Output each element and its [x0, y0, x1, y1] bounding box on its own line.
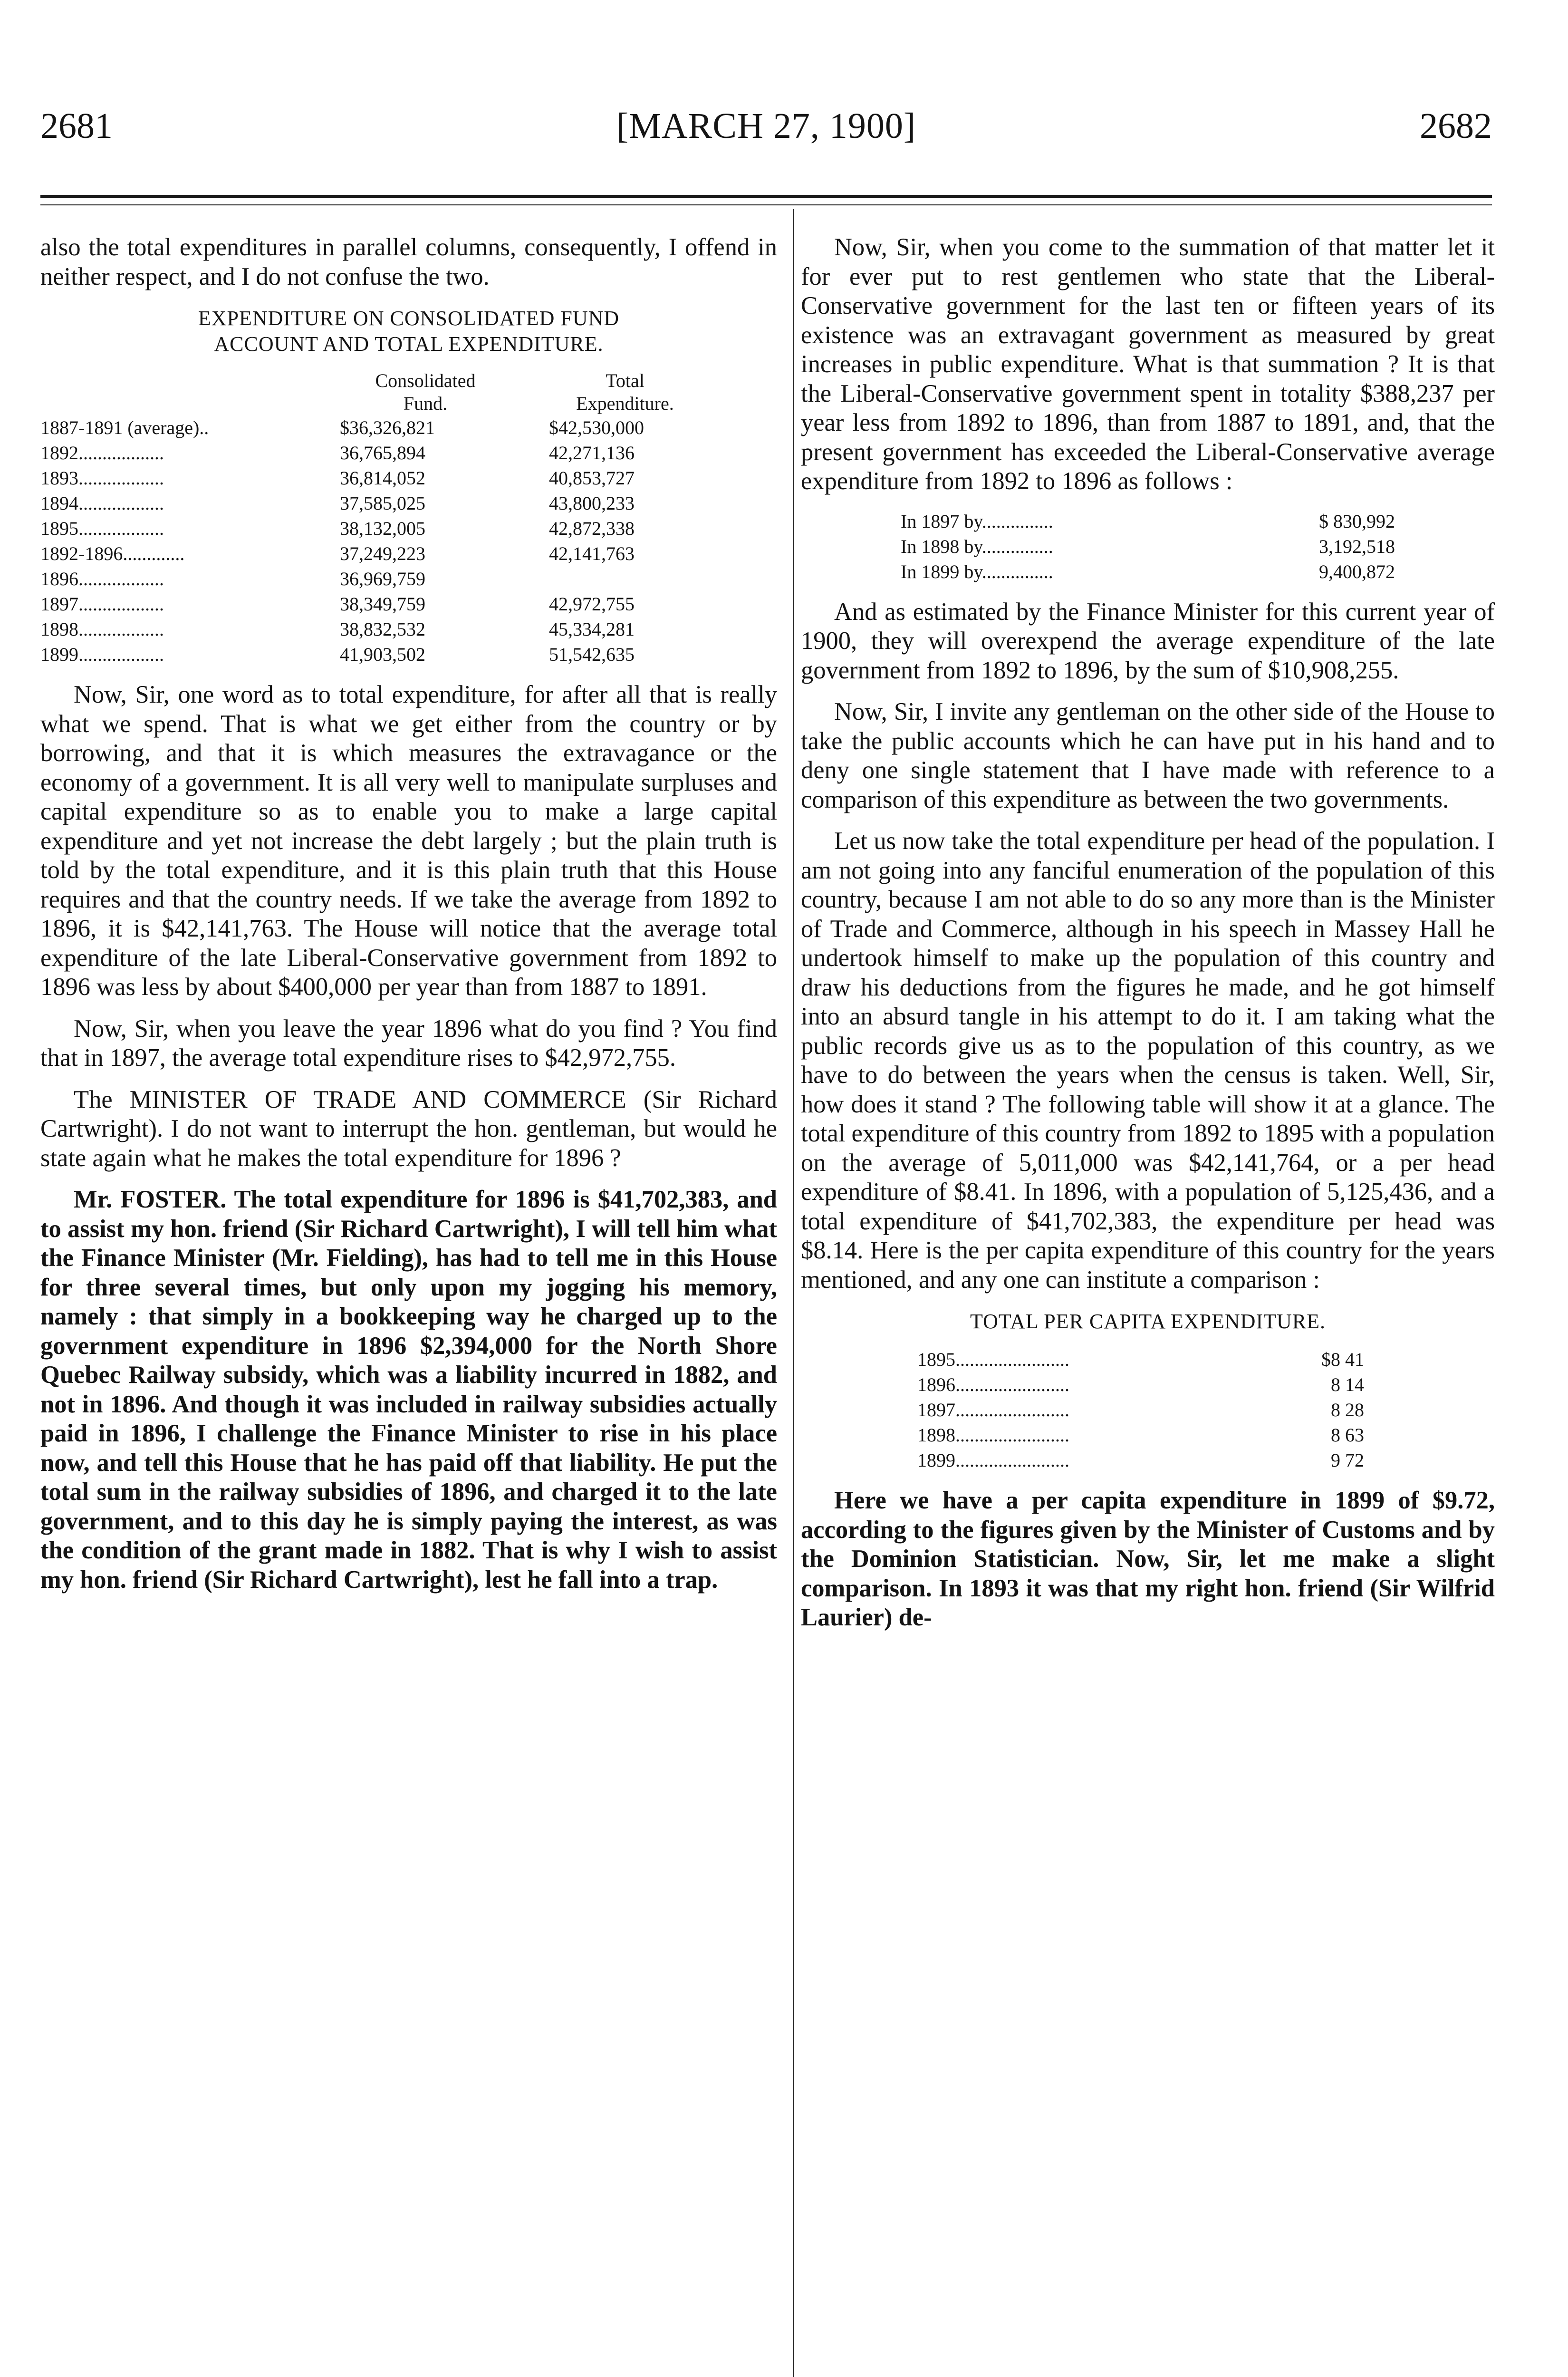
table-row: In 1898 by............... 3,192,518	[901, 535, 1395, 557]
table-row: 1897.................. 38,349,759 42,972,755	[40, 593, 635, 615]
column-header-total: Total Expenditure.	[576, 370, 674, 414]
paragraph: Here we have a per capita expenditure in 1899 of $9.72, according to the figures given by the Minister of Customs and by the Dominion Statistician. Now, Sir, let me make a slight comparison. In 1893 it was that my right hon. friend (Sir Wilfrid Laurier) de-	[801, 1487, 1495, 1631]
table-heading: EXPENDITURE ON CONSOLIDATED FUND ACCOUNT AND TOTAL EXPENDITURE.	[198, 307, 620, 356]
table-row: 1892.................. 36,765,894 42,271,136	[40, 442, 635, 464]
table-row: 1893.................. 36,814,052 40,853,727	[40, 467, 635, 489]
issue-date: [MARCH 27, 1900]	[616, 106, 916, 146]
paragraph: Let us now take the total expenditure per head of the population. I am not going into any fanciful enumeration of the population of this country, because I am not able to do so any more than is the Minister of Trade and Commerce, although in his speech in Massey Hall he undertook himself to make up the population of this country and draw his deductions from the figures he made, and he got himself into an absurd tangle in his attempt to do it. I am taking what the public records give us as to the population of this country, as we have to do between the years when the census is taken. Well, Sir, how does it stand ? The following table will show it at a glance. The total expenditure of this country from 1892 to 1895 with a population on the average of 5,011,000 was $42,141,764, or a per head expenditure of $8.41. In 1896, with a population of 5,125,436, and a total expenditure of $41,702,383, the expenditure per head was $8.14. Here is the per capita expenditure of this country for the years mentioned, and any one can institute a comparison :	[801, 827, 1495, 1294]
column-header-consolidated: Consolidated Fund.	[375, 370, 476, 414]
right-column	[801, 233, 1495, 1645]
table-row: In 1897 by............... $ 830,992	[901, 510, 1395, 532]
paragraph: Mr. FOSTER. The total expenditure for 1896 is $41,702,383, and to assist my hon. friend (Sir Richard Cartwright), I will tell him what the Finance Minister (Mr. Fielding), has had to tell me in this House for three several times, but only upon my jogging his memory, namely : that simply in a bookkeeping way he charged up to the government expenditure in 1896 $2,394,000 for the North Shore Quebec Railway subsidy, which was a liability incurred in 1882, and not in 1896. And though it was included in railway subsidies actually paid in 1896, I challenge the Finance Minister to rise in his place now, and tell this House that he has paid off that liability. He put the total sum in the railway subsidies of 1896, and charged it to the late government, and to this day he is simply paying the interest, as was the condition of the grant made in 1882. That is why I wish to assist my hon. friend (Sir Richard Cartwright), lest he fall into a trap.	[40, 1186, 777, 1594]
page-number-right: 2682	[1420, 106, 1492, 146]
paragraph: And as estimated by the Finance Minister for this current year of 1900, they will overexpend the average expenditure of the late government from 1892 to 1896, by the sum of $10,908,255.	[801, 598, 1495, 684]
header-rule-thin	[40, 204, 1492, 205]
table-row: In 1899 by............... 9,400,872	[901, 560, 1395, 582]
paragraph: Now, Sir, when you leave the year 1896 what do you find ? You find that in 1897, the average total expenditure rises to $42,972,755.	[40, 1015, 777, 1072]
increase-table	[901, 509, 1395, 584]
table-row: 1895........................ $8 41	[917, 1349, 1364, 1370]
table-row: 1899.................. 41,903,502 51,542,635	[40, 644, 635, 665]
table-heading: TOTAL PER CAPITA EXPENDITURE.	[970, 1310, 1326, 1333]
table-row: 1898........................ 8 63	[917, 1424, 1364, 1446]
page-header	[40, 95, 1492, 157]
paragraph: Now, Sir, when you come to the summation of that matter let it for ever put to rest gentlemen who state that the Liberal-Conservative government for the last ten or fifteen years of its existence was an extravagant government as measured by great increases in public expenditure. What is that summation ? It is that the Liberal-Conservative government spent in totality $388,237 per year less from 1892 to 1896, than from 1887 to 1891, and, that the present government has exceeded the Liberal-Conservative average expenditure from 1892 to 1896 as follows :	[801, 233, 1495, 495]
column-divider	[793, 209, 794, 2377]
paragraph: Now, Sir, I invite any gentleman on the other side of the House to take the public accounts which he can have put in his hand and to deny one single statement that I have made with reference to a comparison of this expenditure as between the two governments.	[801, 698, 1495, 813]
expenditure-table	[40, 369, 720, 667]
table-row: 1896.................. 36,969,759	[40, 568, 425, 589]
left-column	[40, 233, 777, 1607]
paragraph: also the total expenditures in parallel columns, consequently, I offend in neither respect, and I do not confuse the two.	[40, 233, 777, 290]
paragraph: Now, Sir, one word as to total expenditure, for after all that is really what we spend. That is what we get either from the country or by borrowing, and that it is which measures the extravagance or the economy of a government. It is all very well to manipulate surpluses and capital expenditure so as to enable you to make a large capital expenditure and yet not increase the debt largely ; but the plain truth is told by the total expenditure, and it is this plain truth that this House requires and that the country needs. If we take the average from 1892 to 1896, it is $42,141,763. The House will notice that the average total expenditure of the late Liberal-Conservative government from 1892 to 1896 was less by about $400,000 per year than from 1887 to 1891.	[40, 681, 777, 1001]
table-row: 1899........................ 9 72	[917, 1449, 1364, 1471]
per-capita-table	[917, 1347, 1364, 1473]
table-row: 1898.................. 38,832,532 45,334,281	[40, 618, 635, 640]
table-row: 1892-1896............. 37,249,223 42,141,763	[40, 543, 635, 564]
table-row: 1887-1891 (average).. $36,326,821 $42,530,000	[40, 417, 644, 438]
header-rule-thick	[40, 195, 1492, 198]
table-row: 1896........................ 8 14	[917, 1374, 1364, 1395]
table-row: 1895.................. 38,132,005 42,872,338	[40, 518, 635, 539]
table-row: 1894.................. 37,585,025 43,800,233	[40, 493, 635, 514]
paragraph: The MINISTER OF TRADE AND COMMERCE (Sir Richard Cartwright). I do not want to interrupt the hon. gentleman, but would he state again what he makes the total expenditure for 1896 ?	[40, 1085, 777, 1172]
table-row: 1897........................ 8 28	[917, 1399, 1364, 1420]
page-number-left: 2681	[40, 106, 113, 146]
